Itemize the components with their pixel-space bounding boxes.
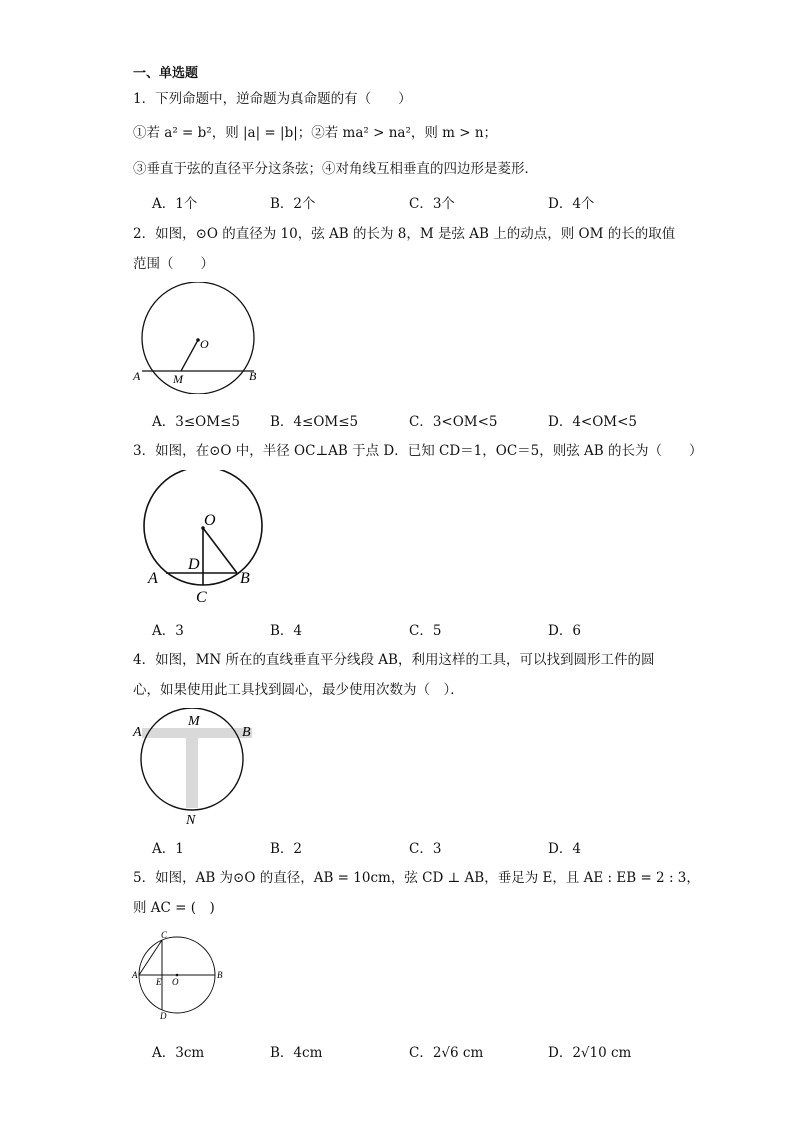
q5-option-a[interactable]: A．3cm [152, 1045, 205, 1061]
q5-label-c: C [161, 930, 168, 940]
q3-label-a: A [148, 570, 158, 587]
q4-option-b[interactable]: B．2 [270, 841, 303, 857]
q1-statements-1-2: ①若 a² = b²，则 |a| = |b|；②若 ma² > na²，则 m > n； [133, 125, 498, 141]
q4-figure [130, 708, 260, 828]
q1-option-d[interactable]: D．4个 [548, 196, 595, 212]
q2-label-o: O [200, 337, 209, 351]
q4-option-c[interactable]: C．3 [409, 841, 442, 857]
q1-option-b[interactable]: B．2个 [270, 196, 316, 212]
q5-figure [130, 928, 230, 1023]
q4-option-d[interactable]: D．4 [548, 841, 581, 857]
q3-figure [143, 470, 268, 605]
q1-option-c[interactable]: C．3个 [409, 196, 455, 212]
q5-label-e: E [156, 977, 162, 987]
q4-stem-cont: 心，如果使用此工具找到圆心，最少使用次数为（ ）． [133, 682, 464, 698]
q3-radius-ob [203, 528, 237, 573]
q5-option-c[interactable]: C．2√6 cm [409, 1045, 484, 1061]
q2-circle [142, 282, 254, 394]
q5-center-point [176, 974, 179, 977]
q2-option-c[interactable]: C．3<OM<5 [409, 414, 498, 430]
q3-label-o: O [204, 512, 216, 529]
q3-option-a[interactable]: A．3 [152, 623, 184, 639]
q4-label-b: B [242, 725, 251, 740]
q2-label-b: B [249, 369, 257, 383]
q2-segment-om [181, 340, 198, 371]
q4-option-a[interactable]: A．1 [152, 841, 184, 857]
q3-stem: 3．如图，在⊙O 中，半径 OC⊥AB 于点 D．已知 CD＝1，OC＝5，则弦 AB 的长为（ ） [133, 443, 703, 459]
q3-option-c[interactable]: C．5 [409, 623, 442, 639]
q3-label-b: B [240, 570, 250, 587]
q2-option-d[interactable]: D．4<OM<5 [548, 414, 638, 430]
q4-label-m: M [188, 714, 200, 729]
q5-stem-cont: 则 AC = ( ) [133, 900, 215, 916]
q4-label-n: N [186, 813, 196, 828]
q5-label-a: A [132, 970, 138, 980]
q1-option-a[interactable]: A．1个 [152, 196, 198, 212]
q3-label-c: C [196, 589, 207, 605]
q5-label-b: B [217, 970, 223, 980]
q5-label-d: D [160, 1011, 167, 1021]
q1-stem: 1．下列命题中，逆命题为真命题的有（ ） [133, 91, 412, 107]
q2-stem-cont: 范围（ ） [133, 256, 214, 272]
q3-option-d[interactable]: D．6 [548, 623, 581, 639]
q3-label-d: D [188, 556, 200, 573]
q1-statements-3-4: ③垂直于弦的直径平分这条弦；④对角线互相垂直的四边形是菱形． [133, 161, 538, 177]
q5-option-d[interactable]: D．2√10 cm [548, 1045, 632, 1061]
q4-tool-stem [186, 738, 198, 808]
q2-option-a[interactable]: A．3≤OM≤5 [152, 414, 240, 430]
q3-option-b[interactable]: B．4 [270, 623, 303, 639]
q2-stem: 2．如图，⊙O 的直径为 10，弦 AB 的长为 8，M 是弦 AB 上的动点，则 OM 的长的取值 [133, 226, 676, 242]
q4-stem: 4．如图，MN 所在的直线垂直平分线段 AB，利用这样的工具，可以找到圆形工件的圆 [133, 652, 655, 668]
q2-label-a: A [133, 369, 141, 383]
q2-option-b[interactable]: B．4≤OM≤5 [270, 414, 359, 430]
q4-label-a: A [133, 725, 142, 740]
q5-option-b[interactable]: B．4cm [270, 1045, 323, 1061]
q5-stem: 5．如图，AB 为⊙O 的直径，AB = 10cm，弦 CD ⊥ AB，垂足为 E，且 AE : EB = 2 : 3， [133, 870, 700, 886]
q5-label-o: O [172, 977, 179, 987]
q2-figure [130, 282, 270, 394]
q5-segment-ac [139, 940, 162, 975]
section-title: 一、单选题 [133, 66, 199, 81]
q2-label-m: M [173, 372, 183, 386]
